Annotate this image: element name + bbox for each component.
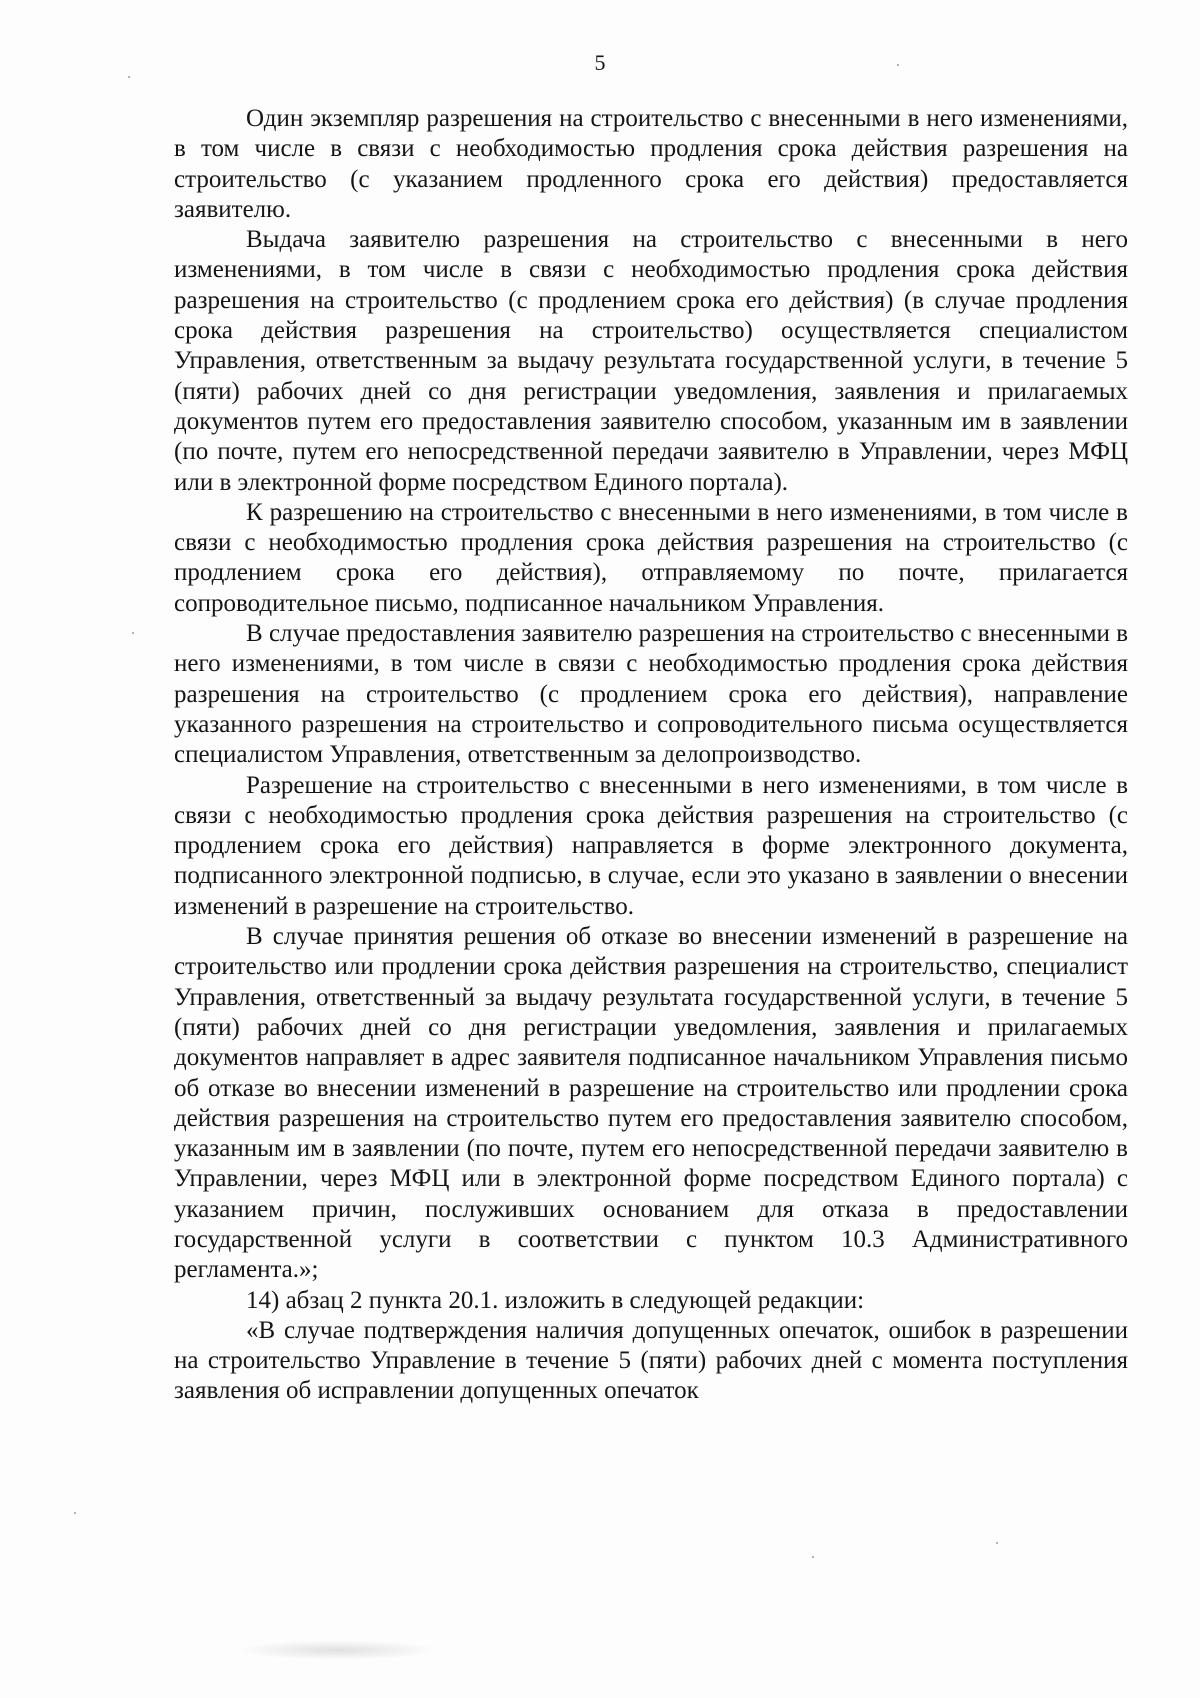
scan-speck: [128, 76, 130, 78]
paragraph-2: Выдача заявителю разрешения на строительство с внесенными в него изменениями, в том числе в связи с необходимостью продления срока действия разрешения на строительство (с продлением срока его действия) (в случае продления срока действия разрешения на строительство) осуществляется специалистом Управления, ответственным за выдачу результата государственной услуги, в течение 5 (пяти) рабочих дней со дня регистрации уведомления, заявления и прилагаемых документов путем его предоставления заявителю способом, указанным им в заявлении (по почте, путем его непосредственной передачи заявителю в Управлении, через МФЦ или в электронной форме посредством Единого портала).: [174, 226, 1128, 496]
paragraph-5: Разрешение на строительство с внесенными в него изменениями, в том числе в связи с необходимостью продления срока действия разрешения на строительство (с продлением срока его действия) направляется в форме электронного документа, подписанного электронной подписью, в случае, если это указано в заявлении о внесении изменений в разрешение на строительство.: [174, 771, 1128, 920]
paragraph-3: К разрешению на строительство с внесенными в него изменениями, в том числе в связи с необходимостью продления срока действия разрешения на строительство (с продлением срока его действия), отправляемому по почте, прилагается сопроводительное письмо, подписанное начальником Управления.: [174, 498, 1128, 617]
scan-speck: [897, 64, 899, 66]
scan-smudge: [238, 1640, 438, 1660]
page-number: 5: [594, 50, 606, 75]
scan-speck: [132, 632, 134, 634]
paragraph-4: В случае предоставления заявителю разрешения на строительство с внесенными в него изменениями, в том числе в связи с необходимостью продления срока действия разрешения на строительство (с продлением срока его действия), направление указанного разрешения на строительство и сопроводительного письма осуществляется специалистом Управления, ответственным за делопроизводство.: [174, 620, 1128, 769]
paragraph-6: В случае принятия решения об отказе во внесении изменений в разрешение на строительство или продлении срока действия разрешения на строительство, специалист Управления, ответственный за выдачу результата государственной услуги, в течение 5 (пяти) рабочих дней со дня регистрации уведомления, заявления и прилагаемых документов направляет в адрес заявителя подписанное начальником Управления письмо об отказе во внесении изменений в разрешение на строительство или продлении срока действия разрешения на строительство путем его предоставления заявителю способом, указанным им в заявлении (по почте, путем его непосредственной передачи заявителю в Управлении, через МФЦ или в электронной форме посредством Единого портала) с указанием причин, послуживших основанием для отказа в предоставлении государственной услуги в соответствии с пунктом 10.3 Административного регламента.»;: [174, 923, 1128, 1284]
paragraph-8: «В случае подтверждения наличия допущенных опечаток, ошибок в разрешении на строительство Управление в течение 5 (пяти) рабочих дней с момента поступления заявления об исправлении допущенных опечаток: [174, 1316, 1128, 1405]
paragraph-7: 14) абзац 2 пункта 20.1. изложить в следующей редакции:: [246, 1286, 865, 1314]
document-body: [174, 104, 1128, 1407]
paragraph-1: Один экземпляр разрешения на строительство с внесенными в него изменениями, в том числе в связи с необходимостью продления срока действия разрешения на строительство (с указанием продленного срока его действия) предоставляется заявителю.: [174, 105, 1128, 223]
scan-speck: [996, 1542, 998, 1544]
scan-speck: [74, 1512, 76, 1514]
scan-speck: [812, 1556, 814, 1558]
